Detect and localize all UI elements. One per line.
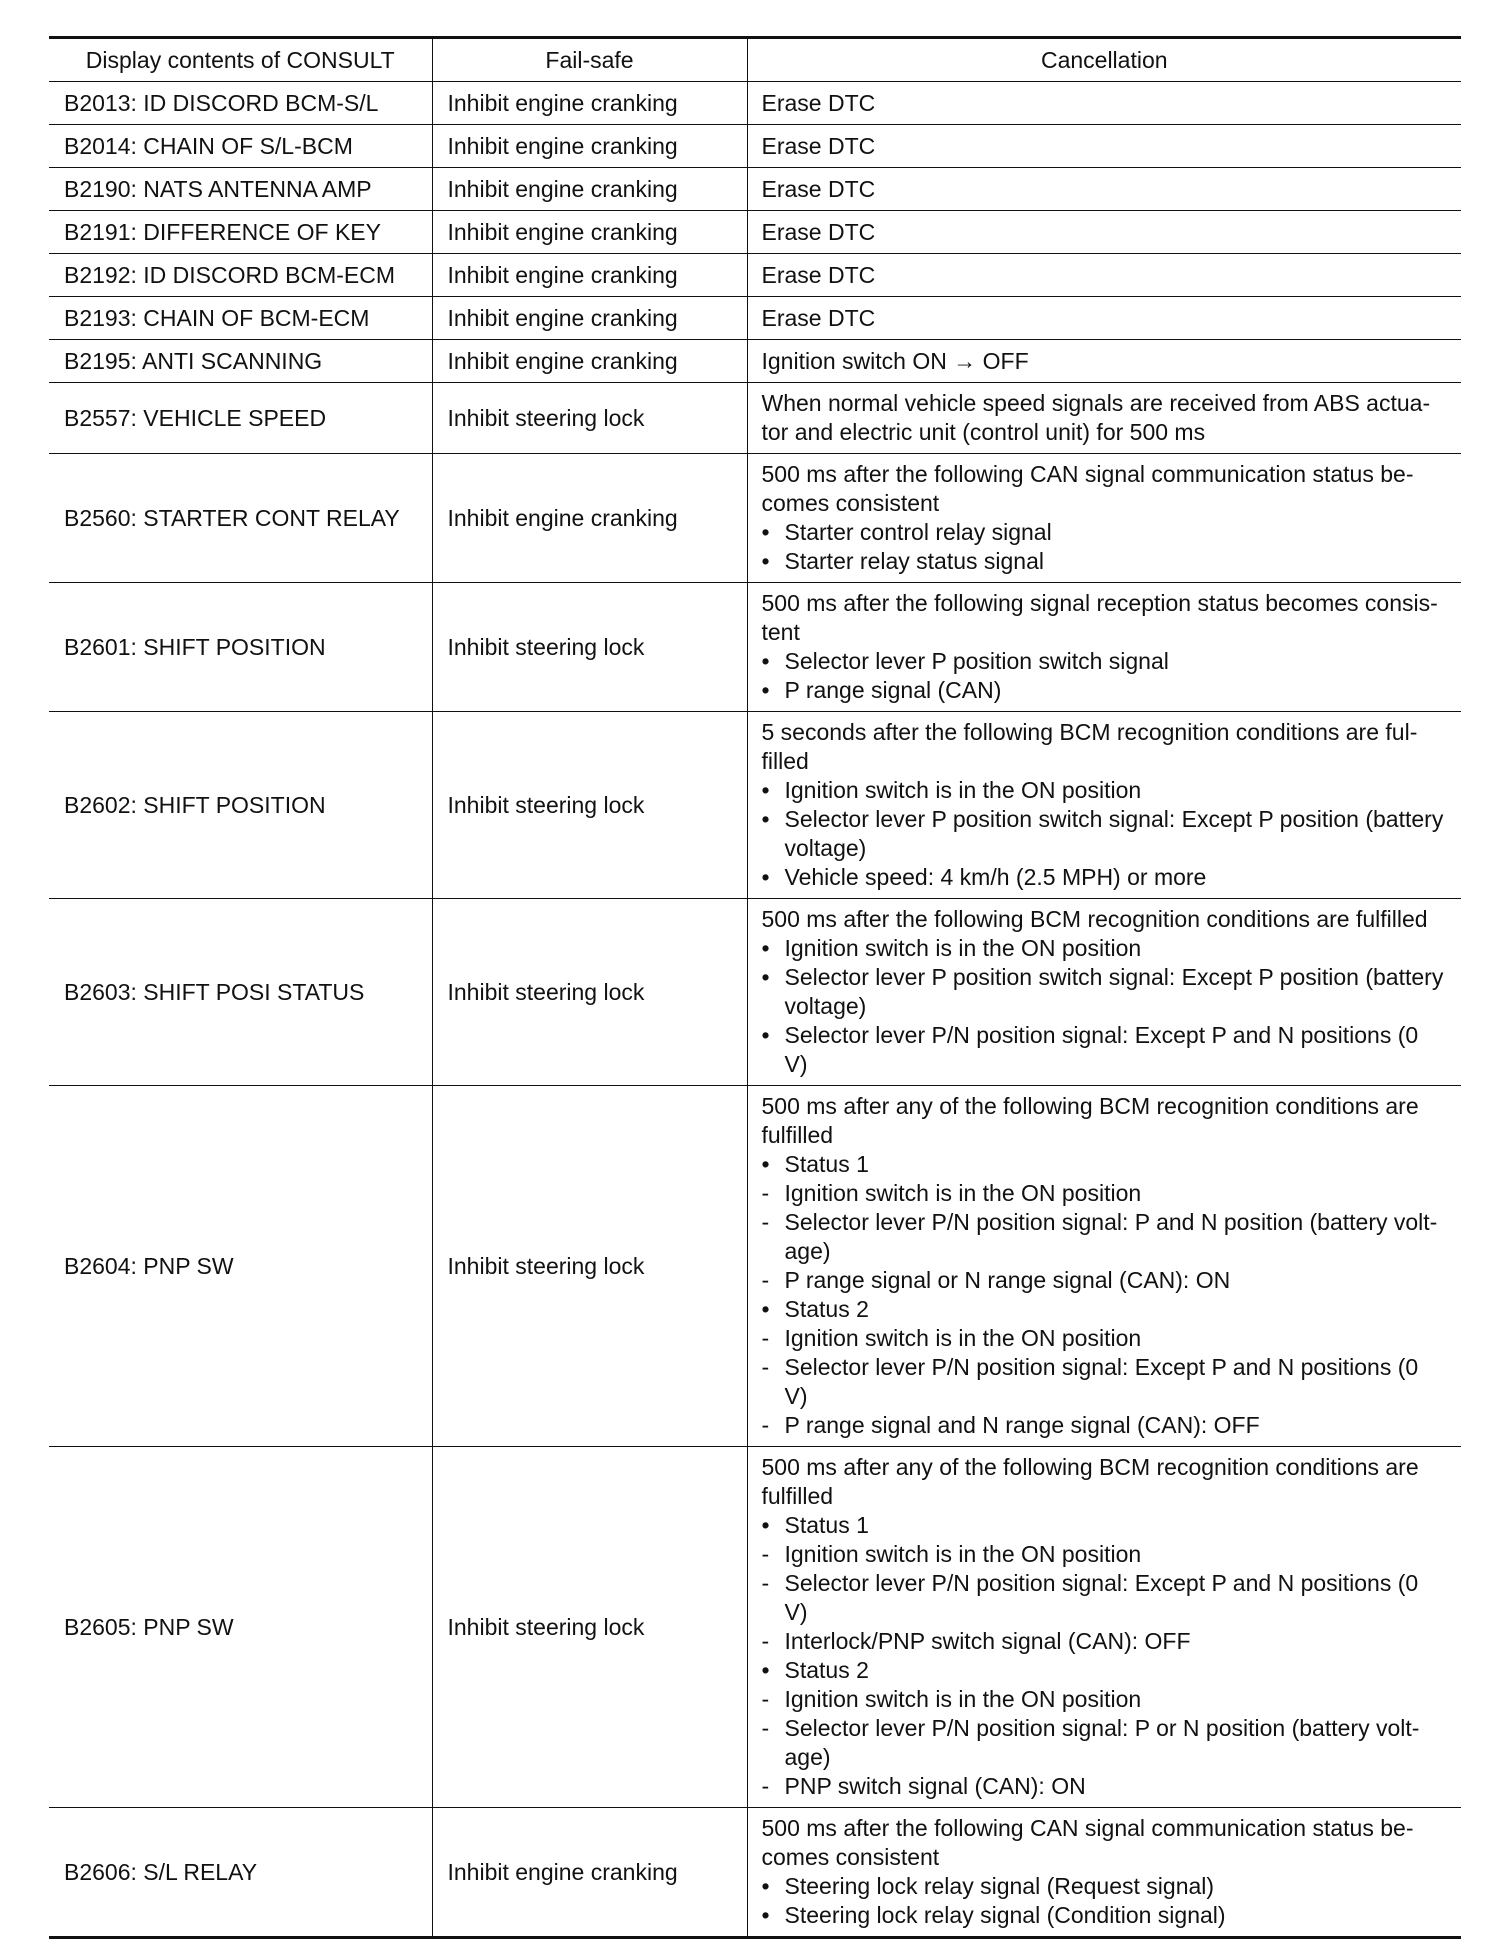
fail-safe-cell: Inhibit engine cranking [432, 211, 747, 254]
dtc-code-cell: B2601: SHIFT POSITION [49, 583, 432, 712]
dash-marker: - [761, 1180, 770, 1206]
condition-item [762, 1627, 1448, 1656]
cancellation-text: 500 ms after the following CAN signal communication status be-comes consistent [761, 461, 1414, 516]
condition-item [762, 934, 1448, 963]
condition-text: Vehicle speed: 4 km/h (2.5 MPH) or more [784, 864, 1207, 890]
cancellation-text: Erase DTC [761, 132, 876, 159]
dash-marker: - [761, 1354, 770, 1380]
condition-text: Selector lever P position switch signal [784, 648, 1169, 674]
fail-safe-cell: Inhibit steering lock [432, 1447, 747, 1808]
condition-text: Status 1 [784, 1512, 869, 1538]
cancellation-text: Erase DTC [761, 261, 876, 288]
cancellation-text: When normal vehicle speed signals are received from ABS actua-tor and electric unit (control unit) for 500 ms [761, 390, 1431, 445]
condition-text: Selector lever P position switch signal: Except P position (battery voltage) [784, 806, 1444, 861]
dash-marker: - [761, 1686, 770, 1712]
fail-safe-cell: Inhibit steering lock [432, 383, 747, 454]
bullet-marker: • [761, 806, 770, 832]
cancellation-cell [747, 211, 1461, 254]
cancellation-cell [747, 82, 1461, 125]
cancellation-text: 500 ms after the following BCM recognition conditions are fulfilled [761, 906, 1428, 932]
bullet-marker: • [761, 548, 770, 574]
table-row [49, 340, 1461, 383]
condition-item [762, 1901, 1448, 1930]
condition-list [762, 1150, 1448, 1440]
table-row [49, 383, 1461, 454]
table-header-row [49, 38, 1461, 82]
cancellation-cell [747, 583, 1461, 712]
condition-item [762, 1540, 1448, 1569]
condition-item [762, 1656, 1448, 1685]
cancellation-cell [747, 168, 1461, 211]
cancellation-cell [747, 125, 1461, 168]
cancellation-cell [747, 1086, 1461, 1447]
condition-item [762, 1714, 1448, 1772]
bullet-marker: • [761, 1151, 770, 1177]
cancellation-text: 5 seconds after the following BCM recognition conditions are ful-filled [761, 719, 1418, 774]
condition-item [762, 776, 1448, 805]
cancellation-cell [747, 1808, 1461, 1938]
bullet-marker: • [761, 648, 770, 674]
condition-text: Status 2 [784, 1296, 869, 1322]
fail-safe-cell: Inhibit steering lock [432, 899, 747, 1086]
condition-item [762, 1324, 1448, 1353]
cancellation-text: Ignition switch ON → OFF [761, 347, 1029, 374]
condition-list [762, 776, 1448, 892]
dash-marker: - [761, 1628, 770, 1654]
condition-item [762, 1150, 1448, 1179]
cancellation-cell [747, 340, 1461, 383]
dtc-failsafe-table [49, 36, 1461, 1939]
cancellation-cell [747, 899, 1461, 1086]
condition-item [762, 1685, 1448, 1714]
fail-safe-cell: Inhibit steering lock [432, 712, 747, 899]
condition-item [762, 1872, 1448, 1901]
table-body [49, 82, 1461, 1938]
cancellation-cell [747, 254, 1461, 297]
bullet-marker: • [761, 677, 770, 703]
table-row [49, 712, 1461, 899]
bullet-marker: • [761, 1022, 770, 1048]
table-row [49, 125, 1461, 168]
condition-text: PNP switch signal (CAN): ON [784, 1773, 1086, 1799]
bullet-marker: • [761, 1657, 770, 1683]
header-consult-display: Display contents of CONSULT [49, 38, 432, 82]
condition-text: P range signal or N range signal (CAN): ON [784, 1267, 1231, 1293]
bullet-marker: • [761, 777, 770, 803]
dash-marker: - [761, 1715, 770, 1741]
cancellation-cell [747, 297, 1461, 340]
table-row [49, 899, 1461, 1086]
condition-text: Ignition switch is in the ON position [784, 777, 1142, 803]
table-row [49, 583, 1461, 712]
cancellation-text: Erase DTC [761, 175, 876, 202]
dash-marker: - [761, 1570, 770, 1596]
condition-text: P range signal and N range signal (CAN): OFF [784, 1412, 1260, 1438]
condition-item [762, 1266, 1448, 1295]
fail-safe-cell: Inhibit engine cranking [432, 254, 747, 297]
cancellation-cell [747, 712, 1461, 899]
dtc-code-cell: B2602: SHIFT POSITION [49, 712, 432, 899]
condition-item [762, 1411, 1448, 1440]
dtc-code-cell: B2557: VEHICLE SPEED [49, 383, 432, 454]
fail-safe-cell: Inhibit engine cranking [432, 82, 747, 125]
table-row [49, 1447, 1461, 1808]
dtc-code-cell: B2014: CHAIN OF S/L-BCM [49, 125, 432, 168]
bullet-marker: • [761, 519, 770, 545]
bullet-marker: • [761, 1512, 770, 1538]
cancellation-text: Erase DTC [761, 218, 876, 245]
cancellation-cell [747, 454, 1461, 583]
condition-item [762, 676, 1448, 705]
condition-item [762, 963, 1448, 1021]
table-row [49, 211, 1461, 254]
dtc-code-cell: B2603: SHIFT POSI STATUS [49, 899, 432, 1086]
condition-item [762, 1295, 1448, 1324]
condition-item [762, 1569, 1448, 1627]
dtc-code-cell: B2605: PNP SW [49, 1447, 432, 1808]
condition-text: Status 1 [784, 1151, 869, 1177]
condition-list [762, 1511, 1448, 1801]
fail-safe-cell: Inhibit engine cranking [432, 125, 747, 168]
condition-item [762, 1021, 1448, 1079]
table-row [49, 82, 1461, 125]
cancellation-text: 500 ms after any of the following BCM recognition conditions are fulfilled [761, 1093, 1419, 1148]
fail-safe-cell: Inhibit engine cranking [432, 1808, 747, 1938]
condition-text: Ignition switch is in the ON position [784, 1325, 1142, 1351]
condition-text: P range signal (CAN) [784, 677, 1002, 703]
fail-safe-cell: Inhibit steering lock [432, 1086, 747, 1447]
condition-item [762, 547, 1448, 576]
fail-safe-cell: Inhibit engine cranking [432, 168, 747, 211]
condition-text: Steering lock relay signal (Request signal) [784, 1873, 1215, 1899]
condition-item [762, 1511, 1448, 1540]
condition-text: Ignition switch is in the ON position [784, 935, 1142, 961]
dash-marker: - [761, 1209, 770, 1235]
condition-text: Interlock/PNP switch signal (CAN): OFF [784, 1628, 1191, 1654]
condition-text: Ignition switch is in the ON position [784, 1541, 1142, 1567]
condition-text: Selector lever P/N position signal: P and N position (battery volt-age) [784, 1209, 1438, 1264]
header-fail-safe: Fail-safe [432, 38, 747, 82]
condition-text: Ignition switch is in the ON position [784, 1686, 1142, 1712]
condition-text: Starter relay status signal [784, 548, 1045, 574]
cancellation-text: Erase DTC [761, 304, 876, 331]
condition-item [762, 518, 1448, 547]
condition-list [762, 518, 1448, 576]
header-cancellation: Cancellation [747, 38, 1461, 82]
table-row [49, 454, 1461, 583]
bullet-marker: • [761, 1296, 770, 1322]
fail-safe-cell: Inhibit steering lock [432, 583, 747, 712]
condition-item [762, 805, 1448, 863]
condition-item [762, 1353, 1448, 1411]
dtc-code-cell: B2604: PNP SW [49, 1086, 432, 1447]
table-row [49, 1086, 1461, 1447]
condition-item [762, 647, 1448, 676]
dtc-code-cell: B2193: CHAIN OF BCM-ECM [49, 297, 432, 340]
cancellation-text: 500 ms after the following signal reception status becomes consis-tent [761, 590, 1438, 645]
table-row [49, 297, 1461, 340]
fail-safe-cell: Inhibit engine cranking [432, 454, 747, 583]
cancellation-cell [747, 383, 1461, 454]
condition-text: Selector lever P/N position signal: Except P and N positions (0 V) [784, 1022, 1419, 1077]
dtc-code-cell: B2606: S/L RELAY [49, 1808, 432, 1938]
cancellation-text: 500 ms after the following CAN signal communication status be-comes consistent [761, 1815, 1414, 1870]
condition-text: Ignition switch is in the ON position [784, 1180, 1142, 1206]
condition-list [762, 647, 1448, 705]
dash-marker: - [761, 1267, 770, 1293]
dtc-code-cell: B2191: DIFFERENCE OF KEY [49, 211, 432, 254]
cancellation-text: 500 ms after any of the following BCM recognition conditions are fulfilled [761, 1454, 1419, 1509]
condition-item [762, 1179, 1448, 1208]
condition-text: Steering lock relay signal (Condition signal) [784, 1902, 1226, 1928]
condition-item [762, 863, 1448, 892]
fail-safe-cell: Inhibit engine cranking [432, 340, 747, 383]
condition-text: Selector lever P position switch signal: Except P position (battery voltage) [784, 964, 1444, 1019]
condition-text: Status 2 [784, 1657, 869, 1683]
condition-text: Starter control relay signal [784, 519, 1052, 545]
dtc-code-cell: B2195: ANTI SCANNING [49, 340, 432, 383]
dash-marker: - [761, 1412, 770, 1438]
fail-safe-cell: Inhibit engine cranking [432, 297, 747, 340]
condition-list [762, 934, 1448, 1079]
dash-marker: - [761, 1541, 770, 1567]
cancellation-text: Erase DTC [761, 89, 876, 116]
table-row [49, 1808, 1461, 1938]
table-row [49, 254, 1461, 297]
dtc-code-cell: B2190: NATS ANTENNA AMP [49, 168, 432, 211]
cancellation-cell [747, 1447, 1461, 1808]
dash-marker: - [761, 1325, 770, 1351]
dtc-code-cell: B2560: STARTER CONT RELAY [49, 454, 432, 583]
bullet-marker: • [761, 864, 770, 890]
dtc-code-cell: B2013: ID DISCORD BCM-S/L [49, 82, 432, 125]
bullet-marker: • [761, 935, 770, 961]
dtc-code-cell: B2192: ID DISCORD BCM-ECM [49, 254, 432, 297]
condition-list [762, 1872, 1448, 1930]
table-row [49, 168, 1461, 211]
condition-text: Selector lever P/N position signal: P or N position (battery volt-age) [784, 1715, 1420, 1770]
bullet-marker: • [761, 1902, 770, 1928]
condition-text: Selector lever P/N position signal: Except P and N positions (0 V) [784, 1354, 1419, 1409]
bullet-marker: • [761, 1873, 770, 1899]
bullet-marker: • [761, 964, 770, 990]
condition-item [762, 1772, 1448, 1801]
condition-item [762, 1208, 1448, 1266]
dash-marker: - [761, 1773, 770, 1799]
condition-text: Selector lever P/N position signal: Except P and N positions (0 V) [784, 1570, 1419, 1625]
